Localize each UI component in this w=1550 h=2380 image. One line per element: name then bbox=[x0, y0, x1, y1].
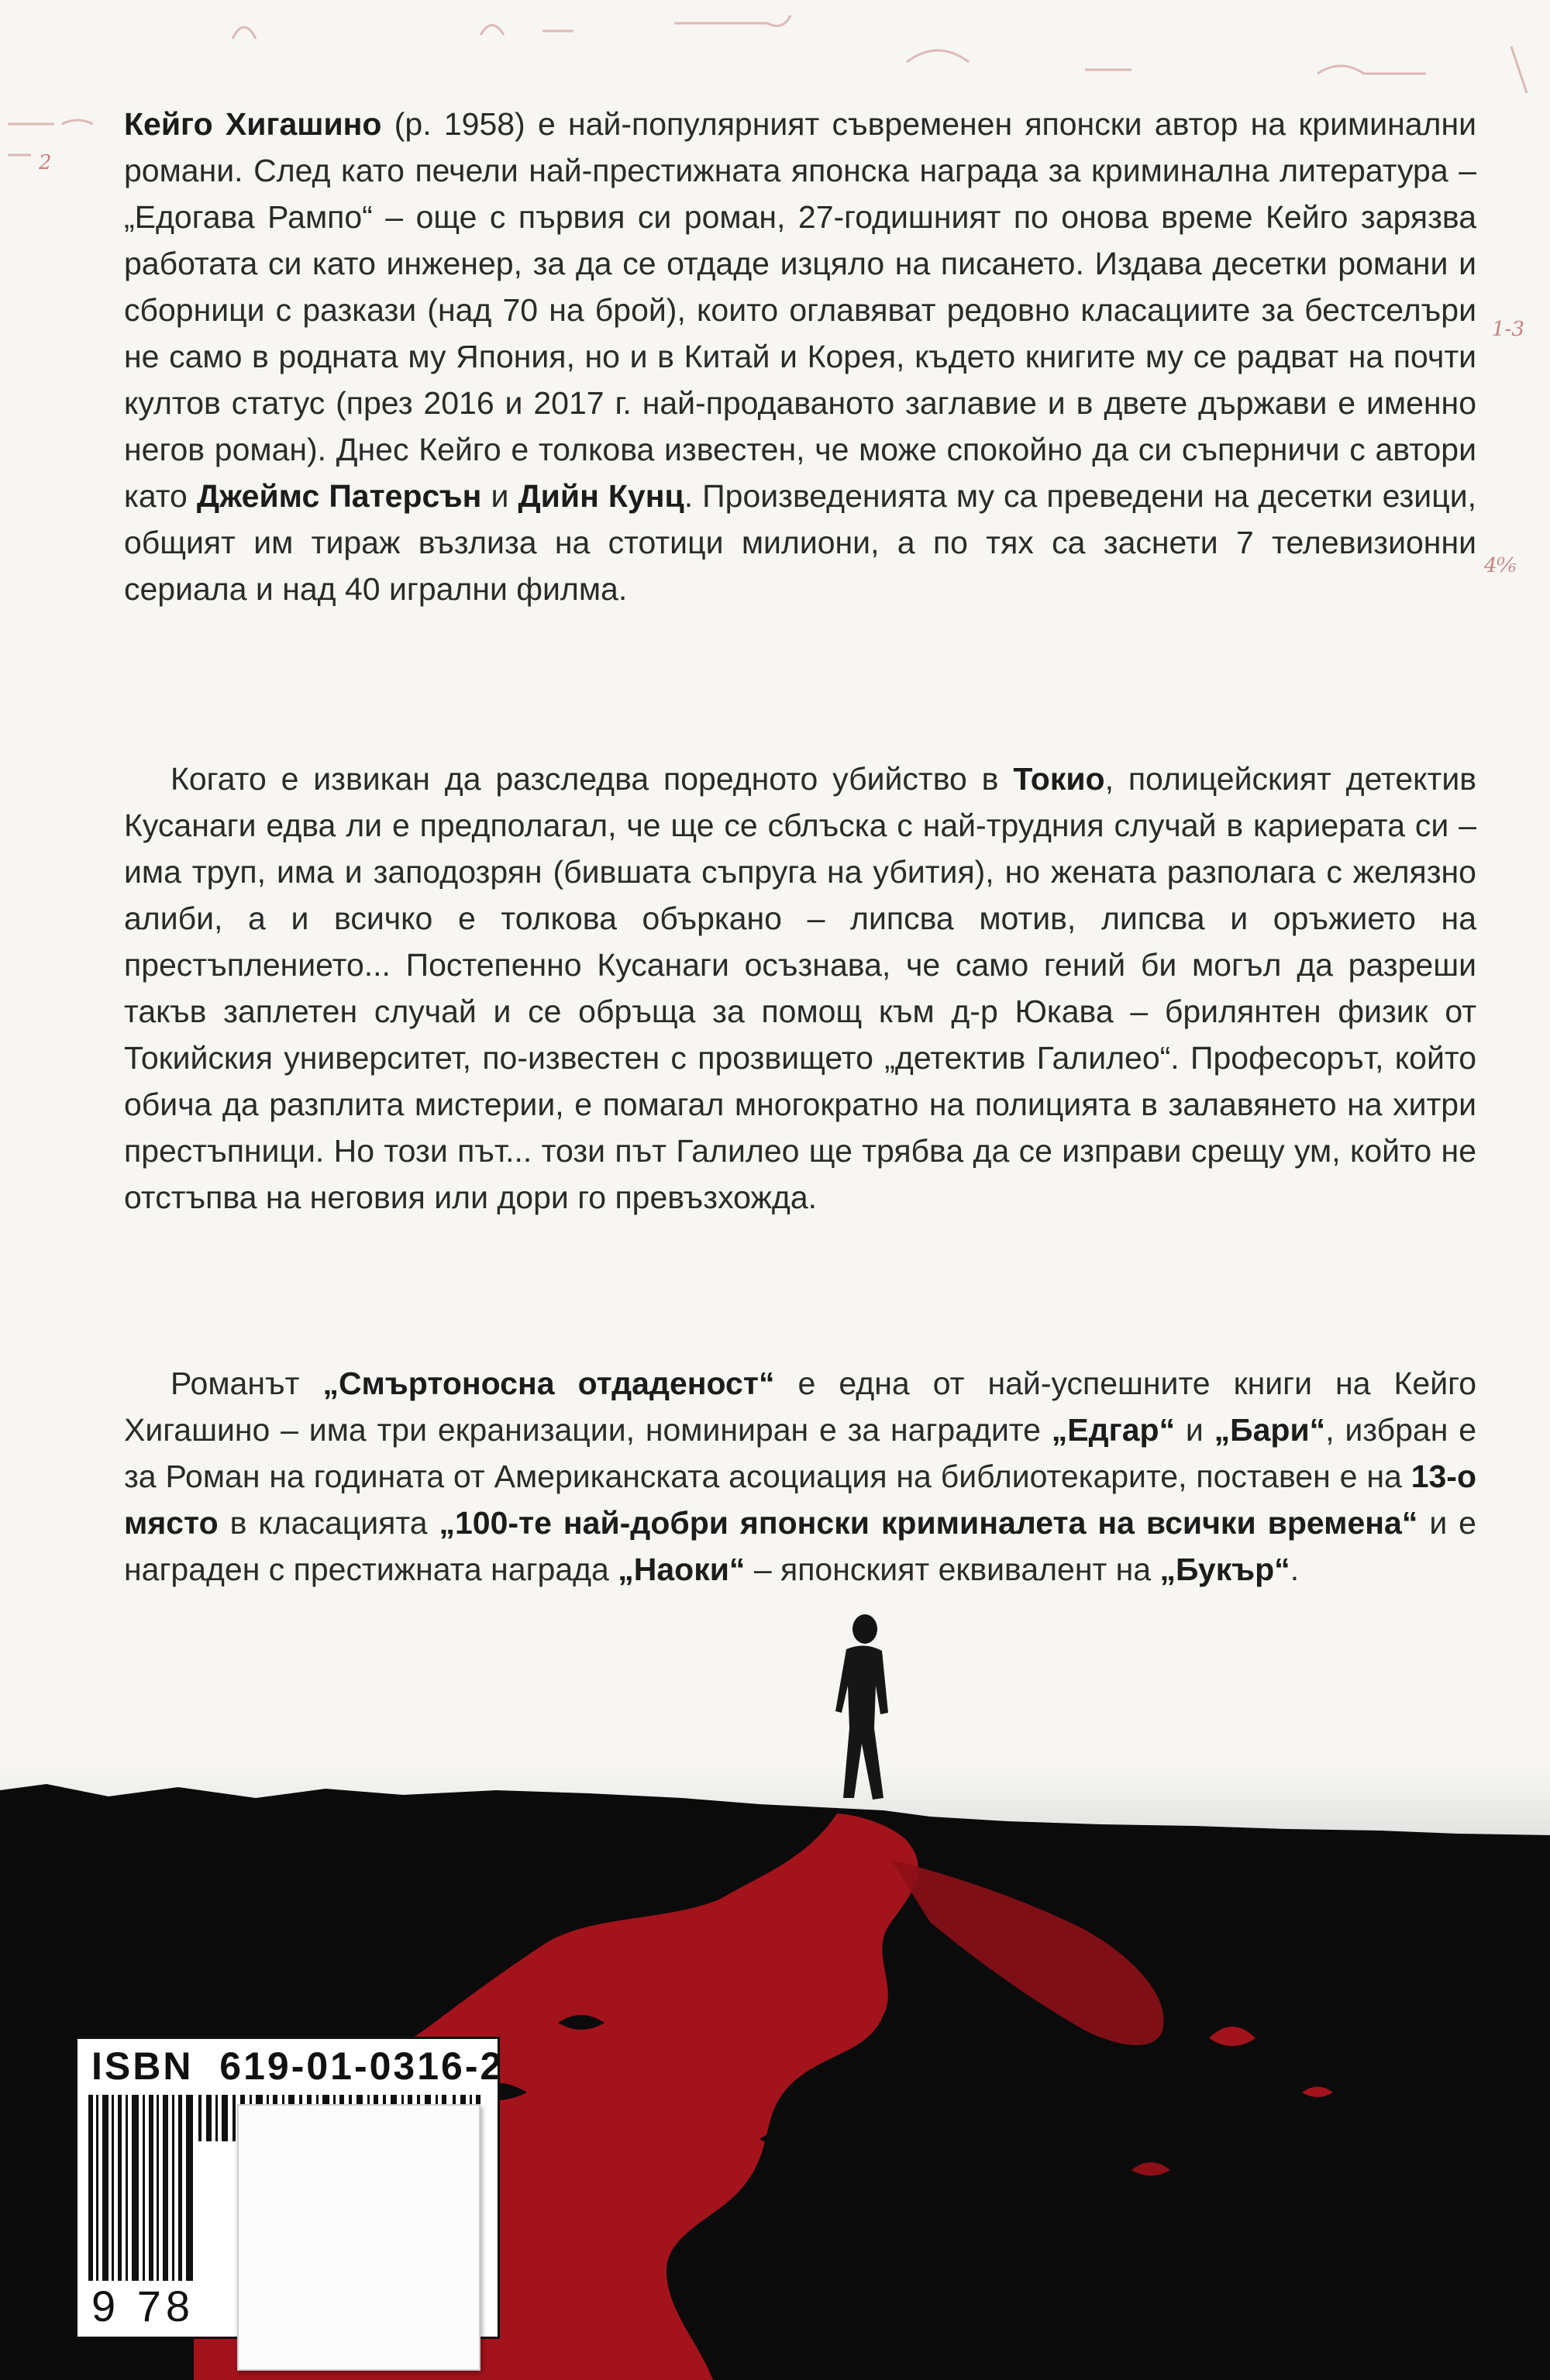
text-run: . Произведенията му са преведени на десетки езици, общият им тираж възлиза на стотици милиони, а по тях са заснети 7 телевизионни сериала и над 40 игрални филма. bbox=[124, 478, 1476, 607]
text-run: – японският еквивалент на bbox=[745, 1552, 1160, 1587]
text-run: Когато е извикан да разследва поредното убийство в bbox=[170, 761, 1014, 797]
text-run: , полицейският детектив Кусанаги едва ли е предполагал, че ще се сблъска с най-трудния случай в кариерата си – има труп, има и заподозрян (бившата съпруга на убития), но жената разполага с желязно алиби, а и всичко е толкова объркано – липсва мотив, липсва и оръжието на престъплението... Постепенно Кусанаги осъзнава, че само гений би могъл да разреши такъв заплетен случай и се обръща за помощ към д-р Юкава – брилянтен физик от Токийския университет, по-известен с прозвището „детектив Галилео“. Професорът, който обича да разплита мистерии, е помагал многократно на полицията в залавянето на хитри престъпници. Но този път... този път Галилео ще трябва да се изправи срещу ум, който не отстъпва на неговия или дори го превъзхожда. bbox=[124, 761, 1476, 1215]
walking-man-silhouette bbox=[814, 1612, 907, 1806]
bold-tokyo: Токио bbox=[1013, 761, 1105, 797]
bold-naoki: „Наоки“ bbox=[618, 1552, 746, 1587]
text-run: е една от най-успешните книги на Кейго Хигашино – има три екранизации, номиниран е за наградите bbox=[124, 1366, 1476, 1448]
bold-author-patterson: Джеймс Патерсън bbox=[196, 478, 482, 514]
text-run: в класацията bbox=[218, 1505, 439, 1541]
bold-top100: „100-те най-добри японски криминалета на всички времена“ bbox=[439, 1505, 1418, 1541]
author-bio-paragraph bbox=[124, 101, 1476, 612]
plot-summary-paragraph bbox=[124, 756, 1476, 1221]
awards-paragraph bbox=[124, 1360, 1476, 1593]
text-run: и bbox=[1175, 1412, 1214, 1448]
isbn-label: ISBN 619-01-0316-2 bbox=[91, 2044, 505, 2088]
text-run: . bbox=[1290, 1552, 1300, 1587]
margin-note-1: 2 bbox=[39, 151, 52, 174]
text-run: Романът bbox=[170, 1366, 323, 1401]
bold-edgar: „Едгар“ bbox=[1051, 1412, 1176, 1448]
bold-13th-place: 13-о място bbox=[124, 1459, 1476, 1541]
barcode-digits: 9 78 bbox=[91, 2282, 195, 2330]
text-run: и bbox=[481, 478, 518, 514]
bold-booker: „Букър“ bbox=[1159, 1552, 1290, 1587]
text-run: и е награден с престижната награда bbox=[124, 1505, 1476, 1587]
bold-barry: „Бари“ bbox=[1214, 1412, 1326, 1448]
text-run: (р. 1958) е най-популярният съвременен японски автор на криминални романи. След като печели най-престижната японска награда за криминална литература – „Едогава Рампо“ – още с първия си роман, 27-годишният по онова време Кейго зарязва работата си като инженер, за да се отдаде изцяло на писането. Издава десетки романи и сборници с разкази (над 70 на брой), които оглавяват редовно класациите за бестселъри не само в родната му Япония, но и в Китай и Корея, където книгите му се радват на почти култов статус (през 2016 и 2017 г. най-продаваното заглавие и в двете държави е именно негов роман). Днес Кейго е толкова известен, че може спокойно да си съперничи с автори като bbox=[124, 106, 1476, 514]
margin-note-3: 4⁰⁄₆ bbox=[1484, 554, 1517, 577]
bold-title: „Смъртоносна отдаденост“ bbox=[322, 1366, 775, 1401]
author-name: Кейго Хигашино bbox=[124, 106, 382, 142]
text-run: , избран е за Роман на годината от Американската асоциация на библиотекарите, поставен е на bbox=[124, 1412, 1477, 1494]
price-sticker bbox=[237, 2104, 480, 2371]
margin-note-2: 1-3 bbox=[1492, 318, 1524, 341]
bold-author-koontz: Дийн Кунц bbox=[518, 478, 684, 514]
